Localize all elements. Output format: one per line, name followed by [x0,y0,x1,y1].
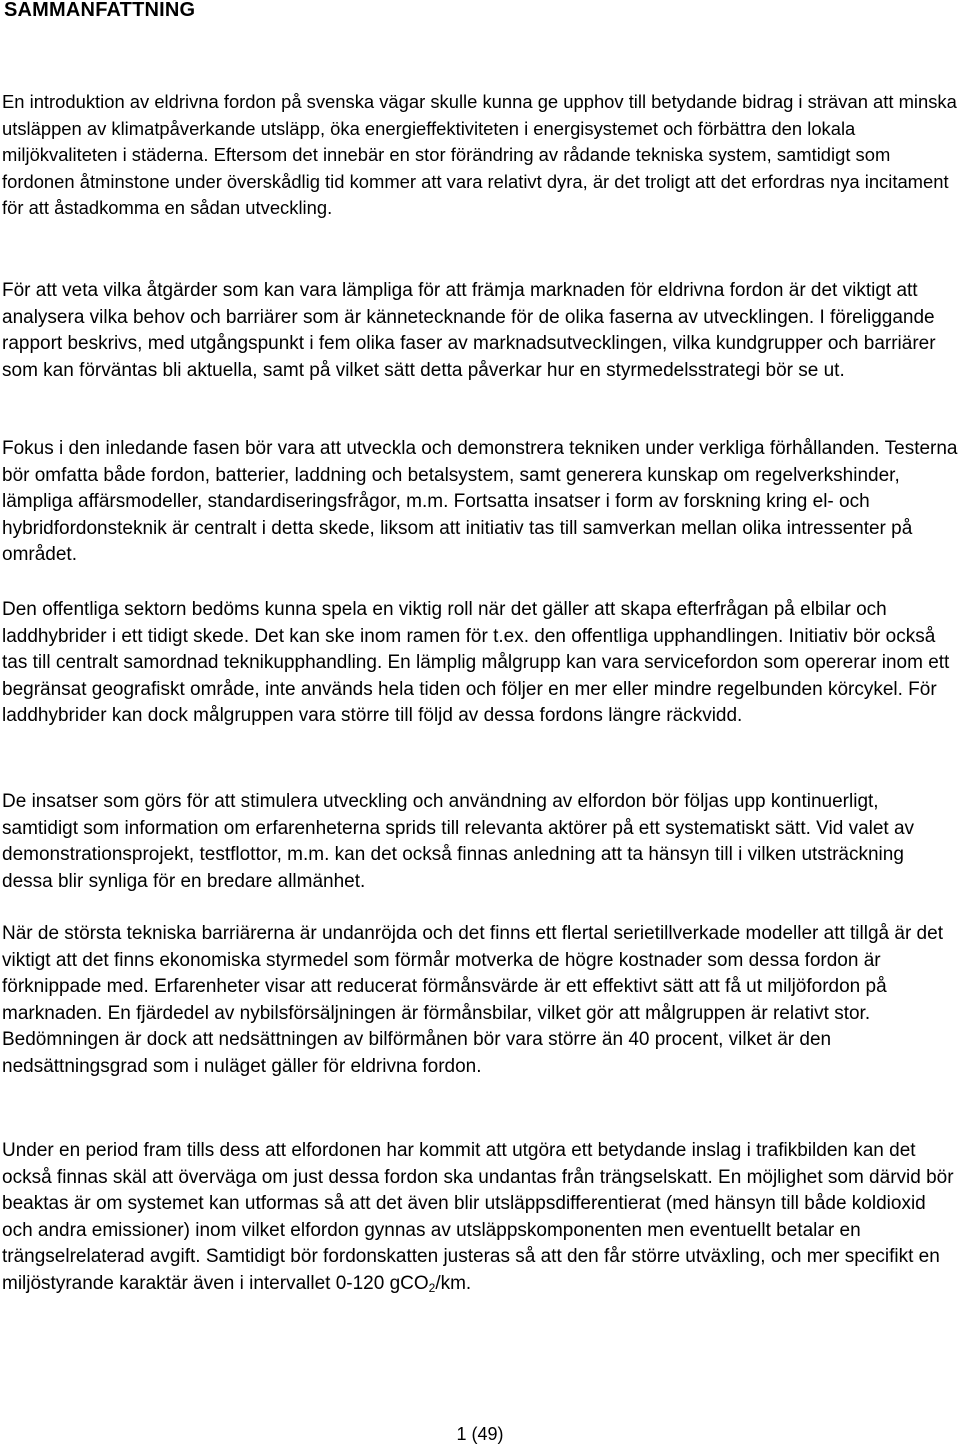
paragraph-intro: En introduktion av eldrivna fordon på svenska vägar skulle kunna ge upphov till betydande bidrag i strävan att minska utsläppen av klimatpåverkande utsläpp, öka energieffektiviteten i energisystemet och förbättra den lokala miljökvaliteten i städerna. Eftersom det innebär en stor förändring av rådande tekniska system, samtidigt som fordonen åtminstone under överskådlig tid kommer att vara relativt dyra, är det troligt att det erfordras nya incitament för att åstadkomma en sådan utveckling. [2,91,957,218]
paragraph-public-sector: Den offentliga sektorn bedöms kunna spela en viktig roll när det gäller att skapa efterfrågan på elbilar och laddhybrider i ett tidigt skede. Det kan ske inom ramen för t.ex. den offentliga upphandlingen. Initiativ bör också tas till centralt samordnad teknikupphandling. En lämplig målgrupp kan vara servicefordon som opererar inom ett begränsat geografiskt område, inte används hela tiden och följer en mer eller mindre regelbunden körcykel. För laddhybrider kan dock målgruppen vara större till följd av dessa fordons längre räckvidd. [2,599,950,726]
paragraph-economic-instruments: När de största tekniska barriärerna är undanröjda och det finns ett flertal serietillverkade modeller att tillgå är det viktigt att det finns ekonomiska styrmedel som förmår motverka de högre kostnader som dessa fordon är förknippade med. Erfarenheter visar att reducerat förmånsvärde är ett effektivt sätt att få ut miljöfordon på marknaden. En fjärdedel av nybilsförsäljningen är förmånsbilar, vilket gör att målgruppen är relativt stor. Bedömningen är dock att nedsättningen av bilförmånen bör vara större än 40 procent, vilket är den nedsättningsgrad som i nuläget gäller för eldrivna fordon. [2,923,943,1077]
paragraph-initial-phase: Fokus i den inledande fasen bör vara att utveckla och demonstrera tekniken under verkliga förhållanden. Testerna bör omfatta både fordon, batterier, laddning och betalsystem, samt generera kunskap om regelverkshinder, lämpliga affärsmodeller, standardiseringsfrågor, m.m. Fortsatta insatser i form av forskning kring el- och hybridfordonsteknik är centralt i detta skede, liksom att initiativ tas till samverkan mellan olika intressenter på området. [2,438,958,565]
section-heading: SAMMANFATTNING [4,0,196,21]
paragraph-measures: För att veta vilka åtgärder som kan vara lämpliga för att främja marknaden för eldrivna fordon är det viktigt att analysera vilka behov och barriärer som är kännetecknande för de olika faserna av utvecklingen. I föreliggande rapport beskrivs, med utgångspunkt i fem olika faser av marknadsutvecklingen, vilka kundgrupper och barriärer som kan förväntas bli aktuella, samt på vilket sätt detta påverkar hur en styrmedelsstrategi bör se ut. [2,280,936,381]
paragraph-congestion-tax-text: Under en period fram tills dess att elfordonen har kommit att utgöra ett betydande inslag i trafikbilden kan det också finnas skäl att överväga om just dessa fordon ska undantas från trängselskatt. En möjlighet som därvid bör beaktas är om systemet kan utformas så att det även blir utsläppsdifferentierat (med hänsyn till både koldioxid och andra emissioner) inom vilket elfordon gynnas av utsläppskomponenten men eventuellt betalar en trängselrelaterad avgift. Samtidigt bör fordonskatten justeras så att den får större utväxling, och mer specifikt en miljöstyrande karaktär även i intervallet 0-120 gCO [2,1140,954,1294]
paragraph-follow-up: De insatser som görs för att stimulera utveckling och användning av elfordon bör följas upp kontinuerligt, samtidigt som information om erfarenheterna sprids till relevanta aktörer på ett systematiskt sätt. Vid valet av demonstrationsprojekt, testflottor, m.m. kan det också finnas anledning att ta hänsyn till i vilken utsträckning dessa blir synliga för en bredare allmänhet. [2,791,915,892]
page-number: 1 (49) [456,1424,504,1444]
unit-suffix: /km. [435,1272,472,1294]
co2-subscript: 2 [428,1280,436,1295]
paragraph-congestion-tax [2,1138,958,1297]
